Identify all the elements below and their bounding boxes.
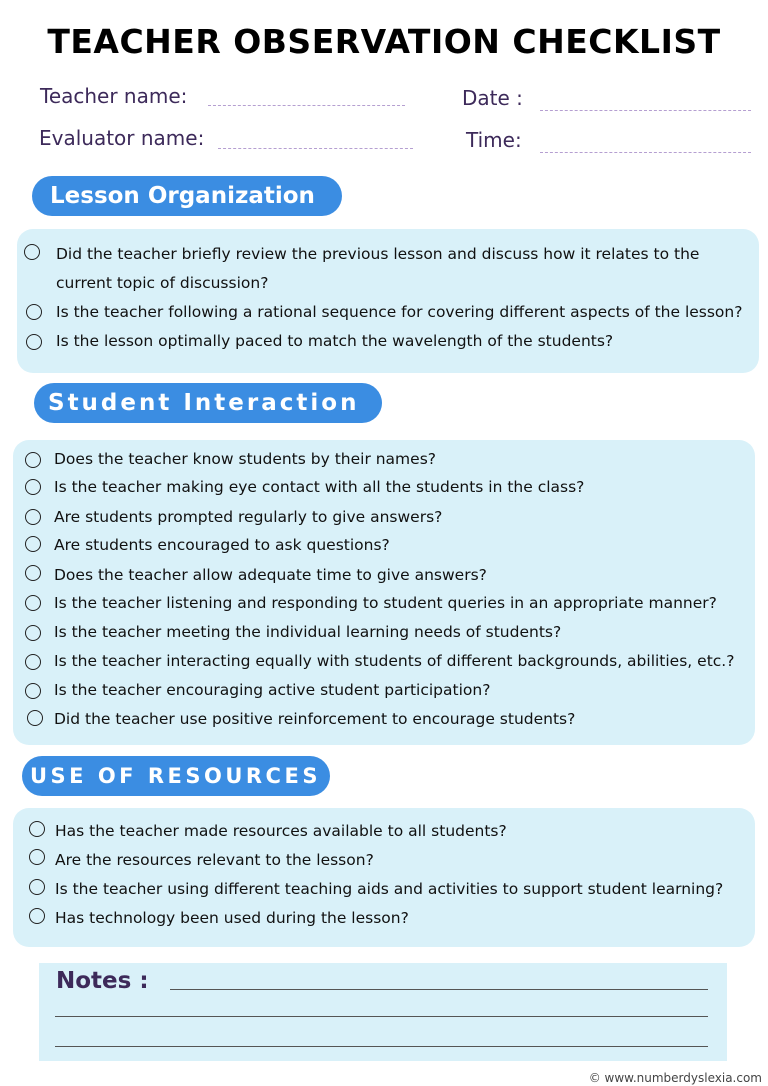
checkbox-circle[interactable] [25,625,41,641]
checkbox-circle[interactable] [25,595,41,611]
checkbox-circle[interactable] [26,334,42,350]
date-label: Date : [462,86,523,110]
section-heading-lesson-organization [32,176,342,216]
checklist-item: Are students prompted regularly to give answers? [54,508,443,526]
checklist-item: Is the teacher making eye contact with all the students in the class? [54,478,585,496]
checklist-item: Is the teacher encouraging active student participation? [54,681,491,699]
time-label: Time: [466,128,522,152]
checklist-item: Is the teacher interacting equally with students of different backgrounds, abilities, etc.? [54,652,735,670]
section-heading-use-of-resources [22,756,330,796]
checklist-item: Did the teacher briefly review the previous lesson and discuss how it relates to the [56,245,700,263]
evaluator-name-label: Evaluator name: [39,126,205,150]
checkbox-circle[interactable] [25,536,41,552]
checklist-item: Has the teacher made resources available to all students? [55,822,507,840]
teacher-name-line[interactable] [208,105,405,106]
section-heading-label: Student Interaction [48,390,360,416]
time-line[interactable] [540,152,751,153]
checkbox-circle[interactable] [29,908,45,924]
section-heading-label: USE OF RESOURCES [30,764,321,788]
checkbox-circle[interactable] [25,452,41,468]
checklist-item: Is the teacher using different teaching aids and activities to support student learning? [55,880,724,898]
checkbox-circle[interactable] [29,849,45,865]
footer-website: © www.numberdyslexia.com [588,1071,762,1085]
checkbox-circle[interactable] [26,304,42,320]
checklist-item: Is the teacher following a rational sequence for covering different aspects of the lesson? [56,303,743,321]
checklist-item: Does the teacher allow adequate time to give answers? [54,566,487,584]
notes-line[interactable] [55,1016,708,1017]
checkbox-circle[interactable] [25,479,41,495]
notes-label: Notes : [56,968,149,994]
page-title: TEACHER OBSERVATION CHECKLIST [47,22,721,61]
checklist-item: Are students encouraged to ask questions? [54,536,390,554]
checkbox-circle[interactable] [25,654,41,670]
checkbox-circle[interactable] [29,821,45,837]
checkbox-circle[interactable] [25,509,41,525]
notes-line[interactable] [170,989,708,990]
checklist-item: Is the lesson optimally paced to match the wavelength of the students? [56,332,614,350]
checklist-item: Is the teacher listening and responding to student queries in an appropriate manner? [54,594,717,612]
checkbox-circle[interactable] [25,683,41,699]
checkbox-circle[interactable] [24,244,40,260]
teacher-name-label: Teacher name: [40,84,188,108]
checkbox-circle[interactable] [25,565,41,581]
checklist-item: Does the teacher know students by their names? [54,450,436,468]
checklist-item: Did the teacher use positive reinforcement to encourage students? [54,710,576,728]
notes-line[interactable] [55,1046,708,1047]
checklist-item: Is the teacher meeting the individual learning needs of students? [54,623,562,641]
checklist-item: Has technology been used during the lesson? [55,909,409,927]
section-heading-student-interaction [34,383,382,423]
section-heading-label: Lesson Organization [50,183,315,209]
checkbox-circle[interactable] [27,710,43,726]
checklist-item: current topic of discussion? [56,274,269,292]
evaluator-name-line[interactable] [218,148,413,149]
checklist-item: Are the resources relevant to the lesson? [55,851,374,869]
checkbox-circle[interactable] [29,879,45,895]
date-line[interactable] [540,110,751,111]
